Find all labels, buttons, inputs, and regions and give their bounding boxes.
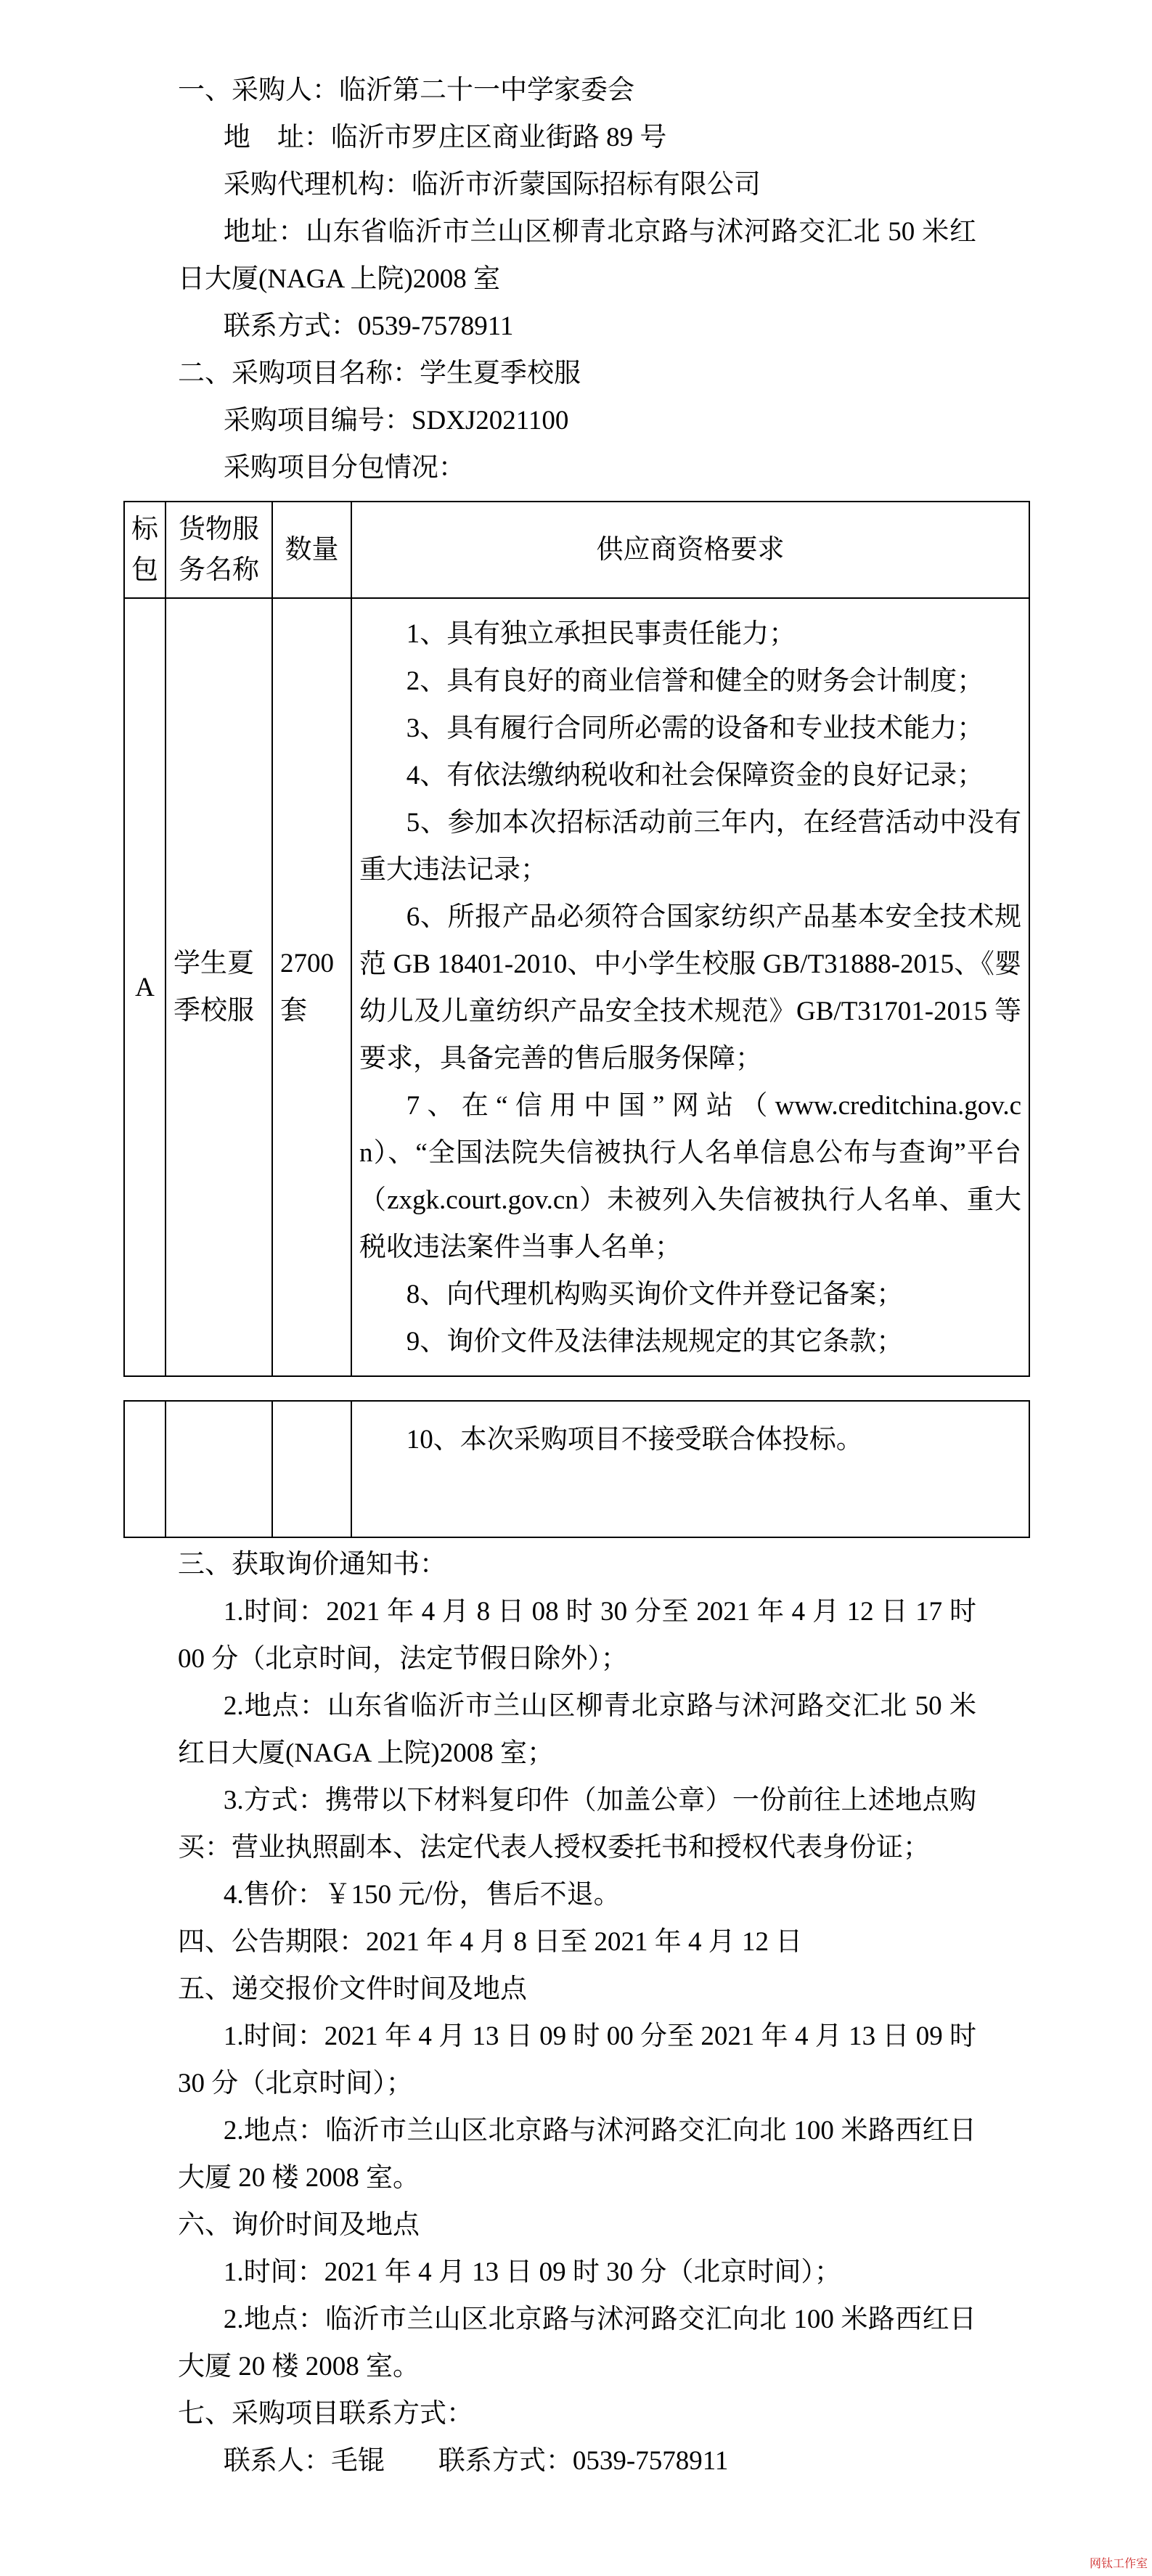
lot-table-continuation-row <box>124 1401 1029 1537</box>
lot-info-label: 采购项目分包情况： <box>223 453 465 483</box>
buyer-address: 地 址：临沂市罗庄区商业街路 89 号 <box>223 123 667 152</box>
header-quantity: 数量 <box>272 502 351 598</box>
notice-upper-text <box>178 67 976 491</box>
cell-quantity: 2700套 <box>272 598 351 1376</box>
submission-time: 1.时间：2021 年 4 月 13 日 09 时 00 分至 2021 年 4 月 13 日 09 时 30 分（北京时间）； <box>178 2021 976 2098</box>
section-2-heading-project-name: 二、采购项目名称：学生夏季校服 <box>178 359 581 388</box>
section-7-heading-contact-info: 七、采购项目联系方式： <box>178 2399 473 2429</box>
requirement-item-9: 9、询价文件及法律法规规定的其它条款； <box>406 1327 904 1357</box>
cell-goods-name: 学生夏季校服 <box>166 598 272 1376</box>
obtain-price: 4.售价：￥150 元/份，售后不退。 <box>223 1880 621 1910</box>
requirement-item-3: 3、具有履行合同所必需的设备和专业技术能力； <box>406 713 984 743</box>
project-number: 采购项目编号：SDXJ2021100 <box>223 406 569 436</box>
cell-requirement-10 <box>351 1401 1029 1537</box>
requirement-item-1: 1、具有独立承担民事责任能力； <box>406 619 796 649</box>
requirement-item-2: 2、具有良好的商业信誉和健全的财务会计制度； <box>406 666 984 696</box>
header-bid-package: 标包 <box>124 502 166 598</box>
header-goods-name: 货物服务名称 <box>166 502 272 598</box>
section-3-heading-obtain-inquiry-notice: 三、获取询价通知书： <box>178 1550 446 1579</box>
section-4-heading-announcement-period: 四、公告期限：2021 年 4 月 8 日至 2021 年 4 月 12 日 <box>178 1927 803 1957</box>
section-6-heading-inquiry-time-location: 六、询价时间及地点 <box>178 2210 420 2240</box>
requirement-item-8: 8、向代理机构购买询价文件并登记备案； <box>406 1280 904 1309</box>
procurement-agency: 采购代理机构：临沂市沂蒙国际招标有限公司 <box>223 170 761 200</box>
inquiry-location: 2.地点：临沂市兰山区北京路与沭河路交汇向北 100 米路西红日大厦 20 楼 2008 室。 <box>178 2305 976 2381</box>
obtain-method: 3.方式：携带以下材料复印件（加盖公章）一份前往上述地点购买：营业执照副本、法定代表人授权委托书和授权代表身份证； <box>178 1786 976 1863</box>
requirement-item-4: 4、有依法缴纳税收和社会保障资金的良好记录； <box>406 761 984 790</box>
lot-table-continuation <box>123 1400 1030 1538</box>
cell-package-id: A <box>124 598 166 1376</box>
requirement-item-5: 5、参加本次招标活动前三年内，在经营活动中没有重大违法记录； <box>359 808 1021 885</box>
section-1-heading-buyer: 一、采购人：临沂第二十一中学家委会 <box>178 75 634 105</box>
contact-person-line: 联系人：毛锟 联系方式：0539-7578911 <box>223 2446 729 2476</box>
notice-lower-text <box>178 1541 976 2485</box>
section-5-heading-quotation-submission: 五、递交报价文件时间及地点 <box>178 1974 527 2004</box>
requirement-item-6: 6、所报产品必须符合国家纺织产品基本安全技术规范 GB 18401-2010、中小学生校服 GB/T31888-2015、《婴幼儿及儿童纺织产品安全技术规范》GB/T31701-2015 等要求，具备完善的售后服务保障； <box>359 902 1021 1074</box>
obtain-location: 2.地点：山东省临沂市兰山区柳青北京路与沭河路交汇北 50 米红日大厦(NAGA 上院)2008 室； <box>178 1691 976 1768</box>
cell-goods-name-empty <box>166 1401 272 1537</box>
submission-location: 2.地点：临沂市兰山区北京路与沭河路交汇向北 100 米路西红日大厦 20 楼 2008 室。 <box>178 2116 976 2193</box>
lot-table-header-row <box>124 502 1029 598</box>
watermark: 网钛工作室 <box>1089 2558 1148 2570</box>
lot-table-row-a <box>124 598 1029 1376</box>
requirement-item-10: 10、本次采购项目不接受联合体投标。 <box>406 1425 863 1455</box>
inquiry-time: 1.时间：2021 年 4 月 13 日 09 时 30 分（北京时间）； <box>223 2257 841 2287</box>
requirement-item-7: 7、在“信用中国”网站（www.creditchina.gov.cn）、“全国法院失信被执行人名单信息公布与查询”平台（zxgk.court.gov.cn）未被列入失信被执行人名单、重大税收违法案件当事人名单； <box>359 1091 1021 1262</box>
header-supplier-qualifications: 供应商资格要求 <box>351 502 1029 598</box>
agency-address: 地址：山东省临沂市兰山区柳青北京路与沭河路交汇北 50 米红日大厦(NAGA 上院)2008 室 <box>178 217 976 294</box>
lot-table <box>123 501 1030 1377</box>
obtain-time: 1.时间：2021 年 4 月 8 日 08 时 30 分至 2021 年 4 月 12 日 17 时 00 分（北京时间，法定节假日除外）； <box>178 1597 976 1674</box>
cell-quantity-empty <box>272 1401 351 1537</box>
agency-contact: 联系方式：0539-7578911 <box>223 311 514 341</box>
cell-supplier-requirements <box>351 598 1029 1376</box>
cell-package-id-empty <box>124 1401 166 1537</box>
